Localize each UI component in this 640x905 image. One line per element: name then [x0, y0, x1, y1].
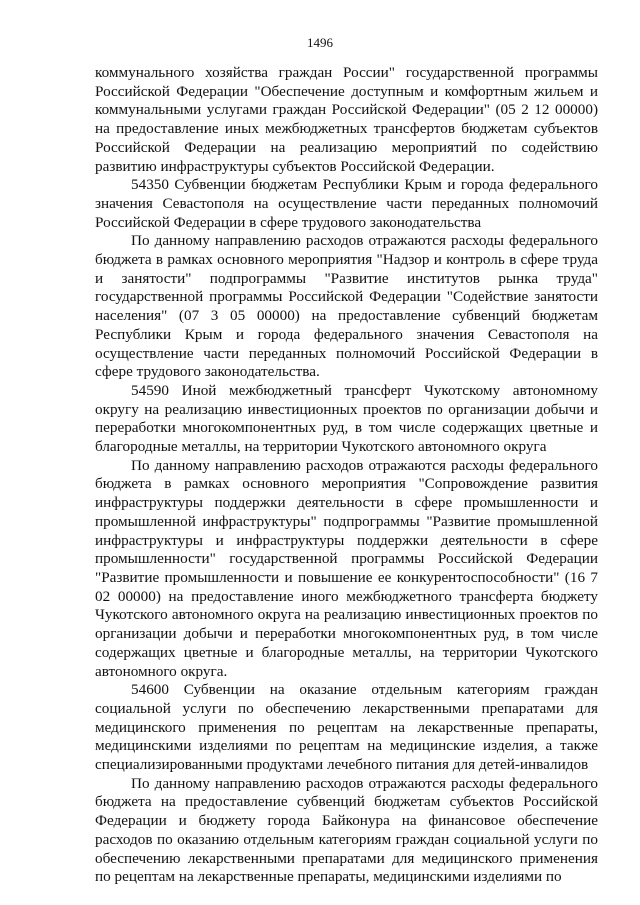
paragraph-54590-description: По данному направлению расходов отражаются расходы федерального бюджета в рамках основного мероприятия "Сопровождение развития инфраструктуры поддержки деятельности в сфере промышленности и промышленной инфраструктуры" подпрограммы "Развитие промышленной инфраструктуры и инфраструктуры поддержки деятельности в сфере промышленности" государственной программы Российской Федерации "Развитие промышленности и повышение ее конкурентоспособности" (16 7 02 00000) на предоставление иного межбюджетного трансферта бюджету Чукотского автономного округа на реализацию инвестиционных проектов по организации добычи и переработки многокомпонентных руд, в том числе содержащих цветные и благородные металлы, на территории Чукотского автономного округа. — [95, 456, 598, 680]
paragraph-54600-description: По данному направлению расходов отражаются расходы федерального бюджета на предоставление субвенций бюджетам субъектов Российской Федерации и бюджету города Байконура на финансовое обеспечение расходов по оказанию отдельным категориям граждан социальной услуги по обеспечению лекарственными препаратами для медицинского применения по рецептам на лекарственные препараты, медицинскими изделиями по — [95, 774, 598, 886]
section-heading-54350: 54350 Субвенции бюджетам Республики Крым и города федерального значения Севастополя на осуществление части переданных полномочий Российской Федерации в сфере трудового законодательства — [95, 176, 598, 231]
document-body — [95, 64, 598, 887]
section-heading-54590: 54590 Иной межбюджетный трансферт Чукотскому автономному округу на реализацию инвестиционных проектов по организации добычи и переработки многокомпонентных руд, в том числе содержащих цветные и благородные металлы, на территории Чукотского автономного округа — [95, 381, 598, 456]
page-number: 1496 — [307, 35, 333, 50]
section-heading-54600: 54600 Субвенции на оказание отдельным категориям граждан социальной услуги по обеспечению лекарственными препаратами для медицинского применения по рецептам на лекарственные препараты, медицинскими изделиями по рецептам на медицинские изделия, а также специализированными продуктами лечебного питания для детей-инвалидов — [95, 681, 598, 774]
paragraph-continuation: коммунального хозяйства граждан России" государственной программы Российской Федерации "Обеспечение доступным и комфортным жильем и коммунальными услугами граждан Российской Федерации" (05 2 12 00000) на предоставление иных межбюджетных трансфертов бюджетам субъектов Российской Федерации на реализацию мероприятий по содействию развитию инфраструктуры субъектов Российской Федерации. — [95, 64, 598, 175]
paragraph-54350-description: По данному направлению расходов отражаются расходы федерального бюджета в рамках основного мероприятия "Надзор и контроль в сфере труда и занятости" подпрограммы "Развитие институтов рынка труда" государственной программы Российской Федерации "Содействие занятости населения" (07 3 05 00000) на предоставление субвенций бюджетам Республики Крым и города федерального значения Севастополя на осуществление части переданных полномочий Российской Федерации в сфере трудового законодательства. — [95, 232, 598, 381]
